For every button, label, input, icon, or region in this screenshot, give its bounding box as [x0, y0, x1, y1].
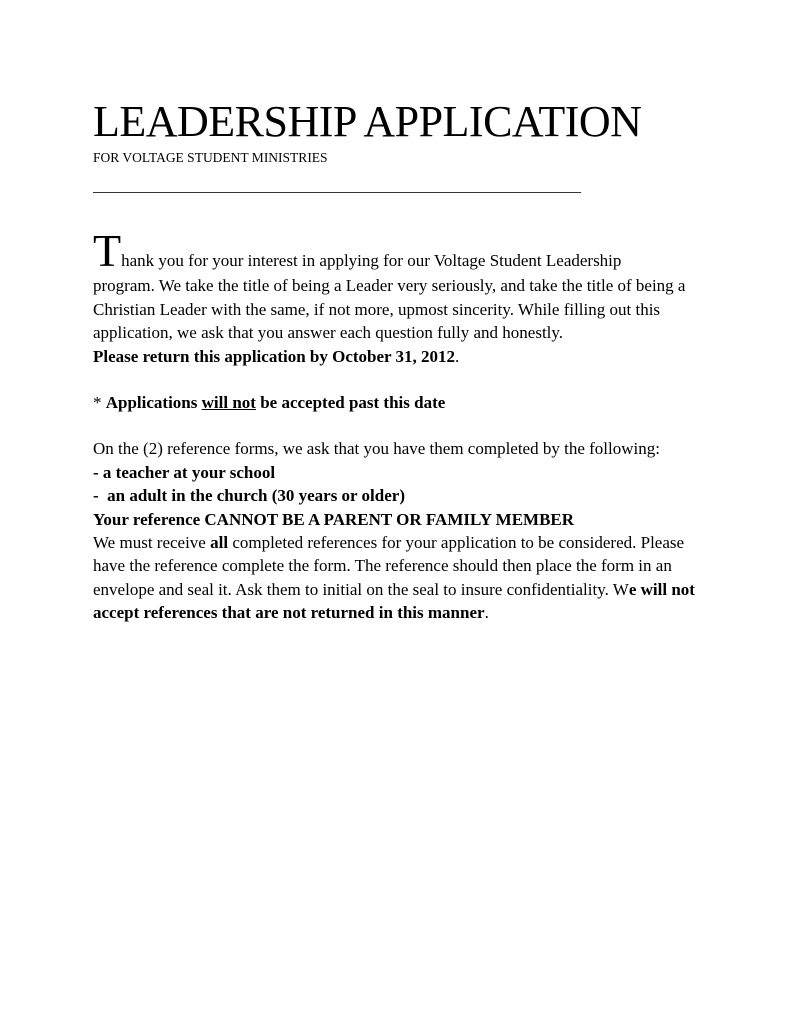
- reference-instructions: Please have the reference complete the form. The reference should then place the form in an envelope and seal it. Ask them to initial on the seal to insure confidentiality. W: [93, 533, 685, 599]
- page-subtitle: FOR VOLTAGE STUDENT MINISTRIES: [93, 150, 328, 165]
- deadline-notice: [93, 391, 703, 414]
- deadline-period: .: [455, 346, 460, 366]
- intro-first-line-text: hank you for your interest in applying for our Voltage Student Leadership: [121, 251, 622, 270]
- closing-bold: e will not accept references that are not returned in this manner: [93, 579, 695, 623]
- closing-period: .: [484, 603, 489, 623]
- notice-bold-start: Applications: [105, 393, 202, 413]
- receive-end: completed references for your application to be considered.: [228, 533, 637, 553]
- references-section: [93, 437, 703, 624]
- references-intro: On the (2) reference forms, we ask that you have them completed by the following:: [93, 439, 660, 459]
- notice-underlined: will not: [201, 393, 256, 413]
- notice-bold-end: be accepted past this date: [255, 393, 446, 413]
- receive-start: We must receive: [93, 533, 211, 553]
- drop-cap: T: [93, 225, 122, 276]
- reference-item-adult: - an adult in the church (30 years or older): [93, 486, 405, 506]
- references-receive: [93, 531, 703, 625]
- deadline-text: Please return this application by October 31, 2012: [93, 346, 456, 366]
- notice-asterisk: *: [93, 393, 106, 413]
- divider-rule: _____________________________________________________________: [93, 178, 581, 195]
- intro-first-line: [93, 225, 703, 276]
- page-title: LEADERSHIP APPLICATION: [93, 97, 642, 146]
- document-page: [93, 96, 703, 625]
- intro-body-text: program. We take the title of being a Leader very seriously, and take the title of being a Christian Leader with the same, if not more, upmost sincerity. While filling out this application, we ask that you answer each question fully and honestly.: [93, 276, 686, 343]
- intro-paragraph: [93, 225, 703, 368]
- receive-bold: all: [210, 533, 229, 553]
- reference-item-teacher: - a teacher at your school: [93, 462, 276, 482]
- reference-warning: Your reference CANNOT BE A PARENT OR FAMILY MEMBER: [93, 509, 575, 529]
